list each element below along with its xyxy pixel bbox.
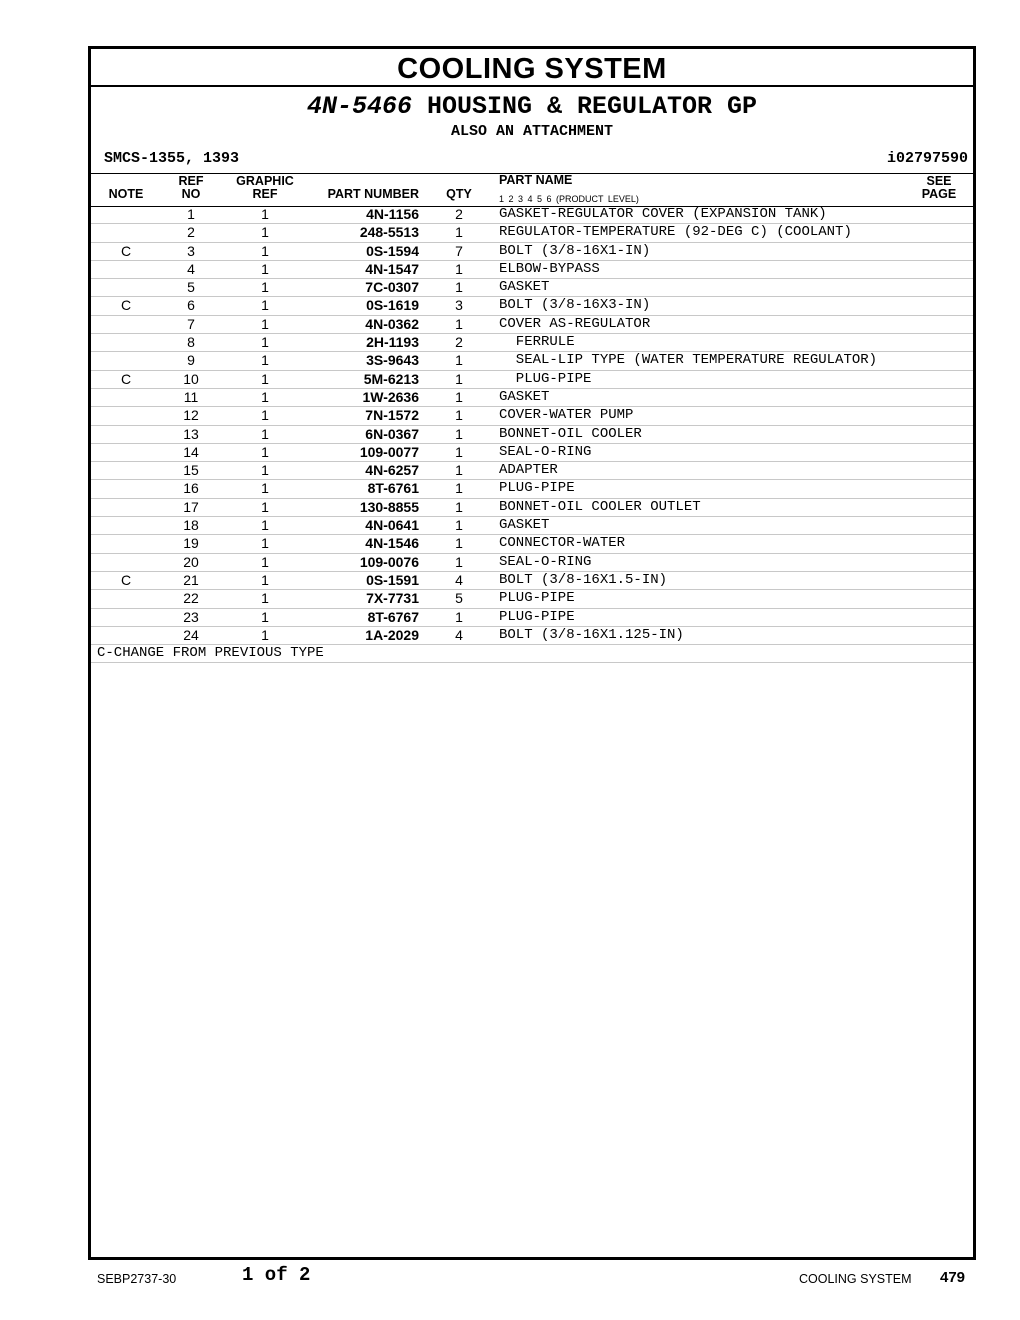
- change-note-row: [91, 645, 973, 663]
- part-name: REGULATOR-TEMPERATURE (92-DEG C) (COOLANT): [499, 224, 852, 241]
- ref-no: 14: [183, 443, 199, 460]
- ref-no: 9: [187, 352, 195, 369]
- ref-no: 10: [183, 370, 199, 387]
- part-number: 7X-7731: [366, 590, 419, 607]
- table-row: [91, 609, 973, 627]
- part-name: BOLT (3/8-16X3-IN): [499, 297, 651, 314]
- part-name: SEAL-O-RING: [499, 553, 592, 570]
- part-number: 4N-1547: [365, 260, 419, 277]
- ref-no: 2: [187, 224, 195, 241]
- quantity: 1: [455, 517, 463, 534]
- graphic-ref: 1: [261, 315, 269, 332]
- ref-no: 12: [183, 407, 199, 424]
- header-see-bottom: PAGE: [921, 187, 957, 201]
- part-name: BOLT (3/8-16X1-IN): [499, 242, 651, 259]
- quantity: 7: [455, 242, 463, 259]
- table-row: [91, 261, 973, 279]
- quantity: 2: [455, 206, 463, 222]
- part-name: BOLT (3/8-16X1.125-IN): [499, 626, 684, 643]
- quantity: 4: [455, 571, 463, 588]
- graphic-ref: 1: [261, 571, 269, 588]
- part-name: PLUG-PIPE: [499, 590, 575, 607]
- header-product-level: 1 2 3 4 5 6 (PRODUCT LEVEL): [499, 194, 639, 204]
- quantity: 1: [455, 224, 463, 241]
- table-row: [91, 444, 973, 462]
- part-name: PLUG-PIPE: [499, 480, 575, 497]
- graphic-ref: 1: [261, 462, 269, 479]
- ref-no: 11: [183, 388, 199, 405]
- part-number: 248-5513: [359, 224, 419, 241]
- header-ref-bottom: NO: [181, 187, 201, 201]
- quantity: 1: [455, 535, 463, 552]
- section-title: COOLING SYSTEM: [91, 49, 973, 87]
- page-frame: [88, 46, 976, 1260]
- graphic-ref: 1: [261, 279, 269, 296]
- part-number: 4N-1156: [366, 206, 419, 222]
- quantity: 1: [455, 462, 463, 479]
- part-number: 4N-0641: [365, 517, 419, 534]
- graphic-ref: 1: [261, 352, 269, 369]
- part-number: 109-0076: [359, 553, 419, 570]
- quantity: 1: [455, 260, 463, 277]
- graphic-ref: 1: [261, 626, 269, 643]
- quantity: 4: [455, 626, 463, 643]
- illustration-id: i02797590: [886, 150, 968, 167]
- group-title: [91, 93, 973, 121]
- ref-no: 24: [183, 626, 199, 643]
- graphic-ref: 1: [261, 206, 269, 222]
- group-subtitle: ALSO AN ATTACHMENT: [450, 123, 614, 140]
- part-number: 1A-2029: [365, 626, 419, 643]
- publication-number: SEBP2737-30: [97, 1272, 177, 1286]
- graphic-ref: 1: [261, 388, 269, 405]
- part-name: BONNET-OIL COOLER: [499, 425, 642, 442]
- part-number: 0S-1619: [366, 297, 419, 314]
- part-name: PLUG-PIPE: [499, 608, 575, 625]
- table-row: [91, 535, 973, 553]
- part-number: 109-0077: [359, 443, 419, 460]
- table-row: [91, 224, 973, 242]
- table-row: [91, 206, 973, 224]
- part-name: GASKET-REGULATOR COVER (EXPANSION TANK): [499, 206, 827, 222]
- table-row: [91, 554, 973, 572]
- graphic-ref: 1: [261, 407, 269, 424]
- ref-no: 15: [183, 462, 199, 479]
- part-number: 5M-6213: [363, 370, 419, 387]
- table-row: [91, 627, 973, 645]
- part-name: BOLT (3/8-16X1.5-IN): [499, 571, 668, 588]
- part-name: GASKET: [499, 517, 550, 534]
- quantity: 1: [455, 498, 463, 515]
- ref-no: 1: [187, 206, 195, 222]
- quantity: 1: [455, 443, 463, 460]
- header-graphic-bottom: REF: [252, 187, 278, 201]
- table-row: [91, 371, 973, 389]
- quantity: 1: [455, 425, 463, 442]
- change-note: C-CHANGE FROM PREVIOUS TYPE: [97, 645, 324, 662]
- table-row: [91, 389, 973, 407]
- group-name: HOUSING & REGULATOR GP: [411, 92, 758, 121]
- header-part-number: PART NUMBER: [327, 187, 419, 201]
- part-number: 0S-1594: [366, 242, 419, 259]
- ref-no: 18: [183, 517, 199, 534]
- header-part-name: PART NAME: [499, 173, 573, 187]
- table-row: [91, 426, 973, 444]
- header-ref-top: REF: [178, 174, 204, 188]
- page-footer: [0, 1262, 1020, 1292]
- smcs-code: SMCS-1355, 1393: [104, 150, 240, 167]
- ref-no: 8: [187, 334, 195, 351]
- parts-table: [91, 206, 973, 663]
- part-number: 6N-0367: [365, 425, 419, 442]
- ref-no: 17: [183, 498, 199, 515]
- part-note: C: [120, 370, 132, 387]
- part-name: SEAL-O-RING: [499, 443, 592, 460]
- quantity: 5: [455, 590, 463, 607]
- part-number: 4N-0362: [365, 315, 419, 332]
- table-row: [91, 572, 973, 590]
- table-row: [91, 316, 973, 334]
- table-row: [91, 279, 973, 297]
- part-number: 0S-1591: [366, 571, 419, 588]
- quantity: 1: [455, 553, 463, 570]
- graphic-ref: 1: [261, 498, 269, 515]
- part-note: C: [120, 571, 132, 588]
- quantity: 1: [455, 352, 463, 369]
- part-number: 3S-9643: [366, 352, 419, 369]
- part-name: COVER-WATER PUMP: [499, 407, 634, 424]
- quantity: 1: [455, 608, 463, 625]
- ref-no: 13: [183, 425, 199, 442]
- graphic-ref: 1: [261, 224, 269, 241]
- part-name: GASKET: [499, 279, 550, 296]
- table-row: [91, 462, 973, 480]
- part-number: 1W-2636: [362, 388, 419, 405]
- part-name: BONNET-OIL COOLER OUTLET: [499, 498, 701, 515]
- header-qty: QTY: [446, 187, 472, 201]
- footer-section: COOLING SYSTEM: [799, 1272, 912, 1286]
- part-number: 4N-1546: [365, 535, 419, 552]
- part-number: 8T-6767: [367, 608, 419, 625]
- part-number: 130-8855: [359, 498, 419, 515]
- table-row: [91, 499, 973, 517]
- part-number: 4N-6257: [365, 462, 419, 479]
- part-note: C: [120, 242, 132, 259]
- table-row: [91, 297, 973, 315]
- part-name: SEAL-LIP TYPE (WATER TEMPERATURE REGULATOR): [499, 352, 878, 369]
- graphic-ref: 1: [261, 370, 269, 387]
- part-number: 2H-1193: [366, 334, 419, 351]
- quantity: 1: [455, 480, 463, 497]
- ref-no: 21: [183, 571, 199, 588]
- ref-no: 7: [187, 315, 195, 332]
- quantity: 1: [455, 279, 463, 296]
- part-name: GASKET: [499, 388, 550, 405]
- ref-no: 22: [183, 590, 199, 607]
- graphic-ref: 1: [261, 590, 269, 607]
- graphic-ref: 1: [261, 535, 269, 552]
- graphic-ref: 1: [261, 517, 269, 534]
- part-name: ELBOW-BYPASS: [499, 260, 600, 277]
- part-number: 7C-0307: [365, 279, 419, 296]
- ref-no: 23: [183, 608, 199, 625]
- part-name: CONNECTOR-WATER: [499, 535, 626, 552]
- header-see-top: SEE: [926, 174, 952, 188]
- ref-no: 6: [187, 297, 195, 314]
- graphic-ref: 1: [261, 443, 269, 460]
- group-number: 4N-5466: [306, 92, 412, 121]
- table-header: [91, 173, 973, 207]
- quantity: 1: [455, 407, 463, 424]
- ref-no: 3: [187, 242, 195, 259]
- graphic-ref: 1: [261, 553, 269, 570]
- quantity: 3: [455, 297, 463, 314]
- table-row: [91, 590, 973, 608]
- table-row: [91, 243, 973, 261]
- part-note: C: [120, 297, 132, 314]
- quantity: 1: [455, 370, 463, 387]
- ref-no: 19: [183, 535, 199, 552]
- table-row: [91, 334, 973, 352]
- graphic-ref: 1: [261, 242, 269, 259]
- graphic-ref: 1: [261, 297, 269, 314]
- table-row: [91, 480, 973, 498]
- part-name: FERRULE: [499, 334, 575, 351]
- ref-no: 20: [183, 553, 199, 570]
- page-number: 479: [940, 1269, 966, 1286]
- quantity: 2: [455, 334, 463, 351]
- graphic-ref: 1: [261, 425, 269, 442]
- graphic-ref: 1: [261, 260, 269, 277]
- table-row: [91, 352, 973, 370]
- header-graphic-top: GRAPHIC: [236, 174, 294, 188]
- part-name: COVER AS-REGULATOR: [499, 315, 651, 332]
- header-note: NOTE: [108, 187, 144, 201]
- table-row: [91, 407, 973, 425]
- part-name: ADAPTER: [499, 462, 558, 479]
- ref-no: 16: [183, 480, 199, 497]
- quantity: 1: [455, 315, 463, 332]
- page-of: 1 of 2: [242, 1264, 311, 1286]
- ref-no: 5: [187, 279, 195, 296]
- ref-no: 4: [187, 260, 195, 277]
- part-number: 8T-6761: [367, 480, 419, 497]
- part-number: 7N-1572: [365, 407, 419, 424]
- quantity: 1: [455, 388, 463, 405]
- graphic-ref: 1: [261, 480, 269, 497]
- graphic-ref: 1: [261, 334, 269, 351]
- table-row: [91, 517, 973, 535]
- part-name: PLUG-PIPE: [499, 370, 592, 387]
- graphic-ref: 1: [261, 608, 269, 625]
